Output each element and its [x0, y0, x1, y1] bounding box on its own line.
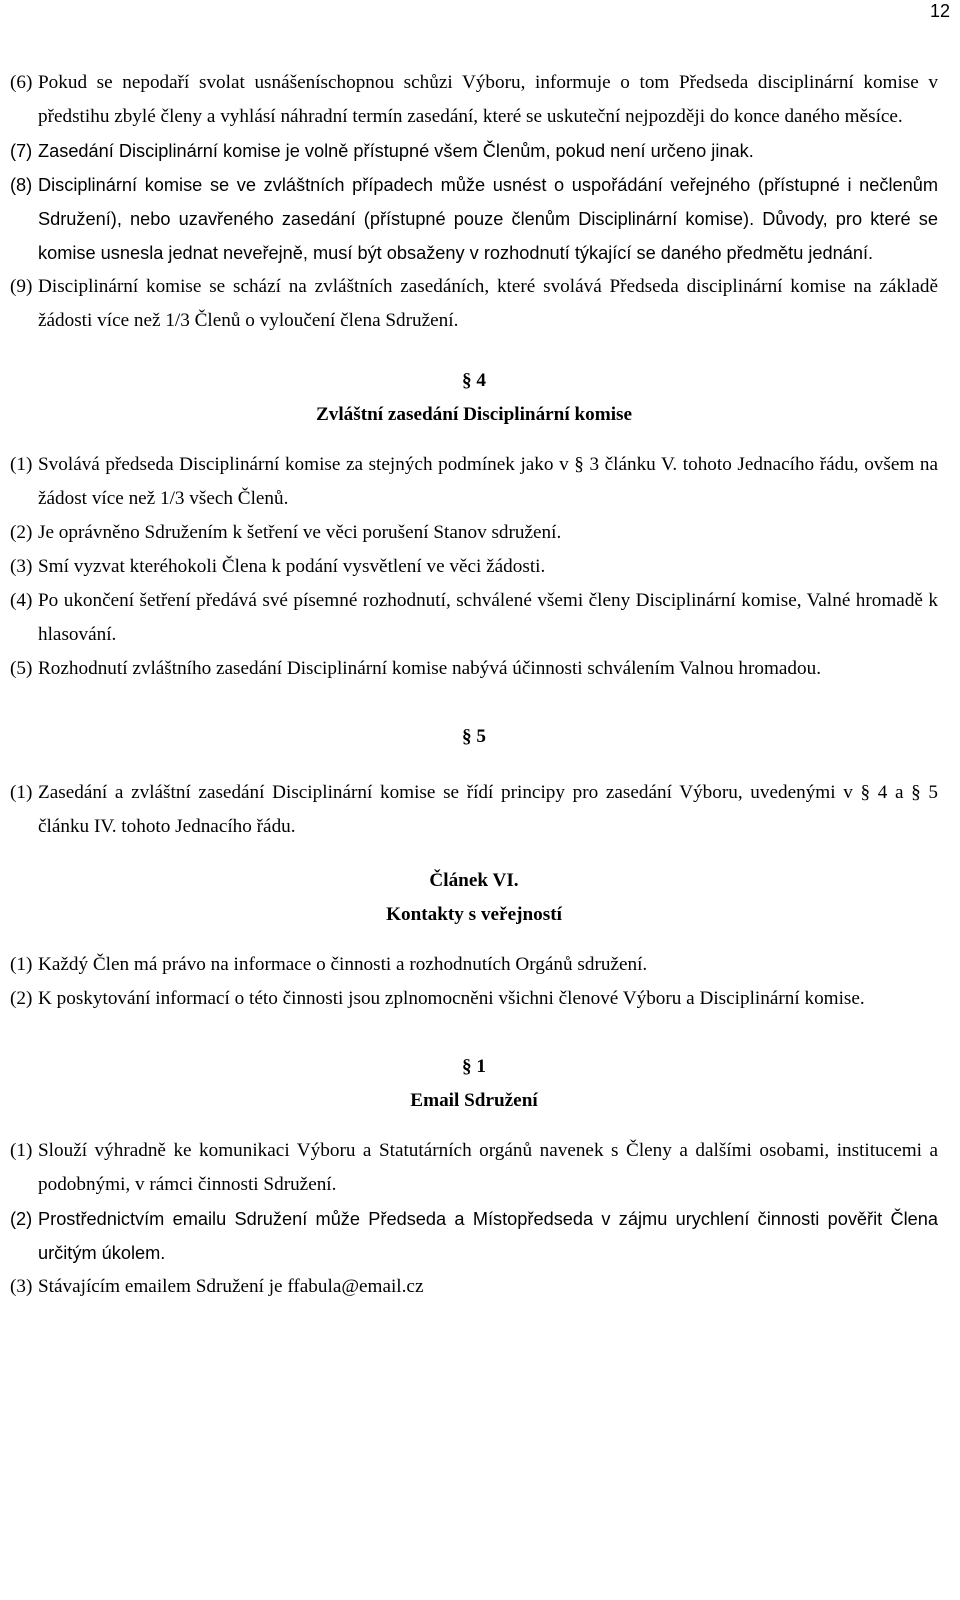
item-number: (9) [10, 276, 33, 297]
list-item [10, 982, 938, 1016]
list-item [10, 584, 938, 652]
item-number: (1) [10, 454, 33, 475]
article-heading: Článek VI. [429, 870, 519, 891]
item-number: (7) [10, 141, 33, 161]
spacer [10, 338, 938, 364]
item-text: Disciplinární komise se ve zvláštních případech může usnést o uspořádání veřejného (přístupné i nečlenům Sdružení), nebo uzavřeného zasedání (přístupné pouze členům Disciplinární komise). Důvody, pro které se komise usnesla jednat neveřejně, musí být obsaženy v rozhodnutí týkající se daného předmětu jednání. [38, 175, 938, 263]
item-text: Po ukončení šetření předává své písemné rozhodnutí, schválené všemi členy Disciplinární komise, Valné hromadě k hlasování. [38, 590, 938, 645]
item-number: (6) [10, 72, 33, 93]
spacer [10, 932, 938, 948]
item-text: Zasedání a zvláštní zasedání Disciplinární komise se řídí principy pro zasedání Výboru, uvedenými v § 4 a § 5 článku IV. tohoto Jednacího řádu. [38, 782, 938, 837]
section-title: Zvláštní zasedání Disciplinární komise [315, 404, 633, 425]
spacer [10, 754, 938, 776]
item-text: Prostřednictvím emailu Sdružení může Předseda a Místopředseda v zájmu urychlení činnosti pověřit Člena určitým úkolem. [38, 1209, 938, 1263]
list-item [10, 550, 938, 584]
spacer [10, 432, 938, 448]
list-item [10, 1202, 938, 1270]
item-number: (4) [10, 590, 33, 611]
list-item [10, 448, 938, 516]
list-item [10, 134, 938, 168]
item-number: (8) [10, 175, 33, 195]
page-number: 12 [929, 1, 950, 21]
list-item [10, 652, 938, 686]
spacer [10, 1118, 938, 1134]
item-number: (2) [10, 522, 33, 543]
item-text: K poskytování informací o této činnosti jsou zplnomocněni všichni členové Výboru a Disciplinární komise. [38, 988, 865, 1009]
list-item [10, 66, 938, 134]
list-item [10, 1270, 938, 1304]
item-number: (1) [10, 782, 33, 803]
item-text: Každý Člen má právo na informace o činnosti a rozhodnutích Orgánů sdružení. [38, 954, 648, 975]
item-text: Svolává předseda Disciplinární komise za stejných podmínek jako v § 3 článku V. tohoto Jednacího řádu, ovšem na žádost více než 1/3 všech Členů. [38, 454, 938, 509]
article-title: Kontakty s veřejností [386, 904, 562, 925]
item-number: (3) [10, 1276, 33, 1297]
item-number: (2) [10, 1209, 33, 1229]
item-number: (2) [10, 988, 33, 1009]
item-number: (1) [10, 1140, 33, 1161]
spacer [10, 1016, 938, 1050]
spacer [10, 686, 938, 720]
top-spacer [10, 0, 938, 66]
list-item [10, 1134, 938, 1202]
item-text: Slouží výhradně ke komunikaci Výboru a Statutárních orgánů navenek s Členy a dalšími osobami, institucemi a podobnými, v rámci činnosti Sdružení. [38, 1140, 938, 1195]
item-number: (3) [10, 556, 33, 577]
section-title: Email Sdružení [410, 1090, 538, 1111]
item-text: Disciplinární komise se schází na zvláštních zasedáních, které svolává Předseda disciplinární komise na základě žádosti více než 1/3 Členů o vyloučení člena Sdružení. [38, 276, 938, 331]
list-item [10, 270, 938, 338]
item-text: Je oprávněno Sdružením k šetření ve věci porušení Stanov sdružení. [38, 522, 562, 543]
list-item [10, 948, 938, 982]
item-text: Smí vyzvat kteréhokoli Člena k podání vysvětlení ve věci žádosti. [38, 556, 546, 577]
spacer [10, 844, 938, 864]
list-item [10, 516, 938, 550]
item-text: Stávajícím emailem Sdružení je ffabula@email.cz [38, 1276, 424, 1297]
section-heading: § 4 [462, 370, 486, 391]
item-number: (1) [10, 954, 33, 975]
section-heading: § 5 [462, 726, 486, 747]
item-text: Zasedání Disciplinární komise je volně přístupné všem Členům, pokud není určeno jinak. [38, 141, 754, 161]
item-text: Pokud se nepodaří svolat usnášeníschopnou schůzi Výboru, informuje o tom Předseda disciplinární komise v předstihu zbylé členy a vyhlásí náhradní termín zasedání, které se uskuteční nejpozději do konce daného měsíce. [38, 72, 938, 127]
item-number: (5) [10, 658, 33, 679]
item-text: Rozhodnutí zvláštního zasedání Disciplinární komise nabývá účinnosti schválením Valnou hromadou. [38, 658, 821, 679]
list-item [10, 776, 938, 844]
section-heading: § 1 [462, 1056, 486, 1077]
list-item [10, 168, 938, 270]
